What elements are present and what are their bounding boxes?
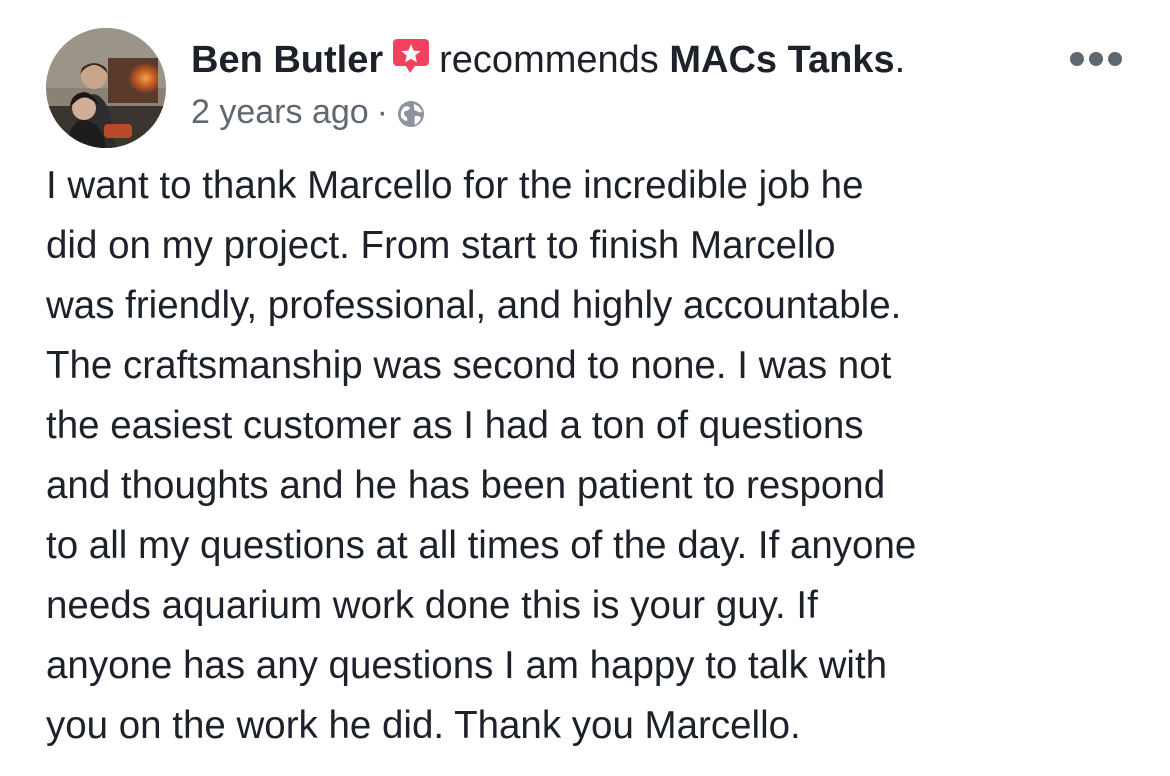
headline: [191, 36, 1090, 86]
avatar[interactable]: [46, 28, 166, 148]
body-line: I want to thank Marcello for the incredible job he: [46, 164, 864, 207]
body-line: you on the work he did. Thank you Marcello.: [46, 704, 801, 747]
body-line: the easiest customer as I had a ton of questions: [46, 404, 864, 447]
body-line: did on my project. From start to finish Marcello: [46, 224, 836, 267]
body-line: needs aquarium work done this is your guy. If: [46, 584, 818, 627]
more-options-button[interactable]: [1068, 48, 1124, 70]
page-name-link[interactable]: MACs Tanks: [669, 39, 895, 81]
body-line: The craftsmanship was second to none. I was not: [46, 344, 892, 387]
action-text: recommends: [439, 39, 659, 81]
timestamp[interactable]: 2 years ago: [191, 93, 369, 131]
post-header: [191, 36, 1090, 138]
globe-icon: [396, 98, 426, 138]
body-line: and thoughts and he has been patient to respond: [46, 464, 886, 507]
author-name[interactable]: Ben Butler: [191, 39, 384, 81]
body-line: was friendly, professional, and highly accountable.: [46, 284, 902, 327]
meta-separator: ·: [376, 93, 388, 131]
body-line: anyone has any questions I am happy to talk with: [46, 644, 888, 687]
recommend-star-icon: [391, 36, 431, 86]
page-suffix: .: [894, 39, 906, 81]
body-line: to all my questions at all times of the day. If anyone: [46, 524, 917, 567]
more-options-icon: [1068, 48, 1124, 70]
post-body: [46, 156, 1136, 756]
post-meta: [191, 92, 1090, 138]
